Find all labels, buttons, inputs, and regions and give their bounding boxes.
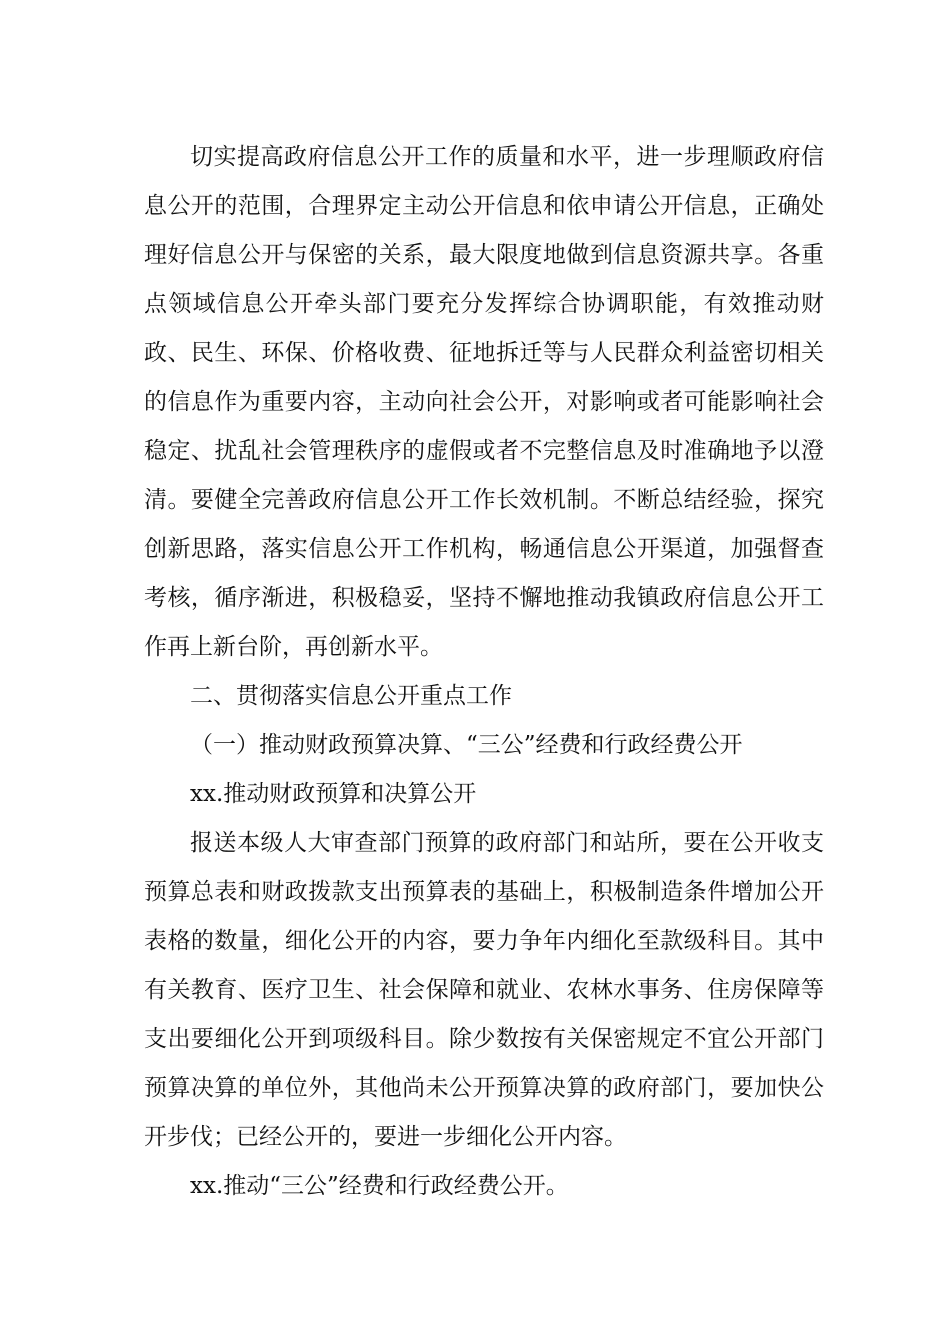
subsection-heading: （一）推动财政预算决算、“三公”经费和行政经费公开 bbox=[190, 732, 743, 758]
item-heading-three-public: xx.推动“三公”经费和行政经费公开。 bbox=[190, 1173, 569, 1199]
paragraph-intro: 切实提高政府信息公开工作的质量和水平，进一步理顺政府信息公开的范围，合理界定主动公开信息和依申请公开信息，正确处理好信息公开与保密的关系，最大限度地做到信息资源共享。各重点领域信息公开牵头部门要充分发挥综合协调职能，有效推动财政、民生、环保、价格收费、征地拆迁等与人民群众利益密切相关的信息作为重要内容，主动向社会公开，对影响或者可能影响社会稳定、扰乱社会管理秩序的虚假或者不完整信息及时准确地予以澄清。要健全完善政府信息公开工作长效机制。不断总结经验，探究创新思路，落实信息公开工作机构，畅通信息公开渠道，加强督查考核，循序渐进，积极稳妥，坚持不懈地推动我镇政府信息公开工作再上新台阶，再创新水平。 bbox=[144, 144, 824, 660]
item-heading-budget: xx.推动财政预算和决算公开 bbox=[190, 781, 477, 807]
section-heading: 二、贯彻落实信息公开重点工作 bbox=[190, 683, 512, 709]
paragraph-budget: 报送本级人大审查部门预算的政府部门和站所，要在公开收支预算总表和财政拨款支出预算表的基础上，积极制造条件增加公开表格的数量，细化公开的内容，要力争年内细化至款级科目。其中有关教育、医疗卫生、社会保障和就业、农林水事务、住房保障等支出要细化公开到项级科目。除少数按有关保密规定不宜公开部门预算决算的单位外，其他尚未公开预算决算的政府部门，要加快公开步伐；已经公开的，要进一步细化公开内容。 bbox=[144, 830, 824, 1150]
document-body bbox=[144, 133, 824, 1211]
